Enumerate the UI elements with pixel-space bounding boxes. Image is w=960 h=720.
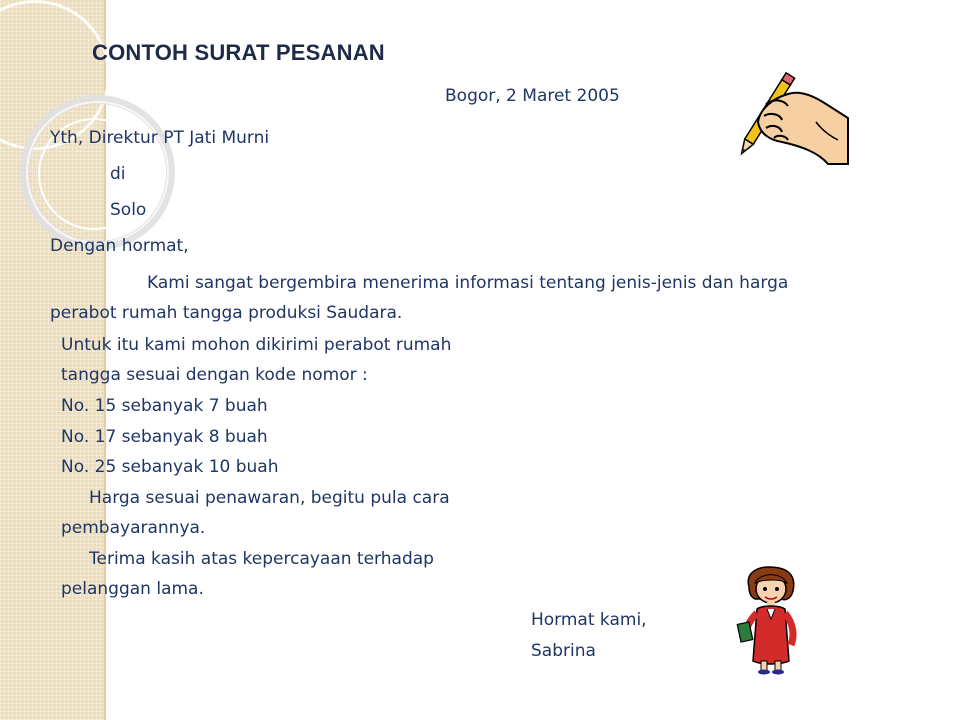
recipient-city: Solo [110,200,147,220]
woman-character-illustration [735,565,810,675]
body-paragraph-line: pelanggan lama. [61,579,204,599]
body-paragraph-line: Untuk itu kami mohon dikirimi perabot rumah [61,335,452,355]
closing-phrase: Hormat kami, [531,610,647,630]
slide-title: CONTOH SURAT PESANAN [92,40,385,65]
order-item: No. 25 sebanyak 10 buah [61,457,279,477]
hand-writing-pencil-icon [730,60,850,165]
body-paragraph-line: perabot rumah tangga produksi Saudara. [50,303,403,323]
body-paragraph-line: Terima kasih atas kepercayaan terhadap [89,549,434,569]
order-item: No. 15 sebanyak 7 buah [61,396,268,416]
recipient-line: Yth, Direktur PT Jati Murni [50,128,270,148]
salutation: Dengan hormat, [50,236,189,256]
body-paragraph-line: pembayarannya. [61,518,206,538]
body-paragraph-line: tangga sesuai dengan kode nomor : [61,365,368,385]
body-paragraph-line: Kami sangat bergembira menerima informasi tentang jenis-jenis dan harga [147,273,789,293]
order-item: No. 17 sebanyak 8 buah [61,427,268,447]
signer-name: Sabrina [531,641,596,661]
recipient-at: di [110,164,126,184]
letter-date: Bogor, 2 Maret 2005 [445,86,620,106]
body-paragraph-line: Harga sesuai penawaran, begitu pula cara [89,488,450,508]
